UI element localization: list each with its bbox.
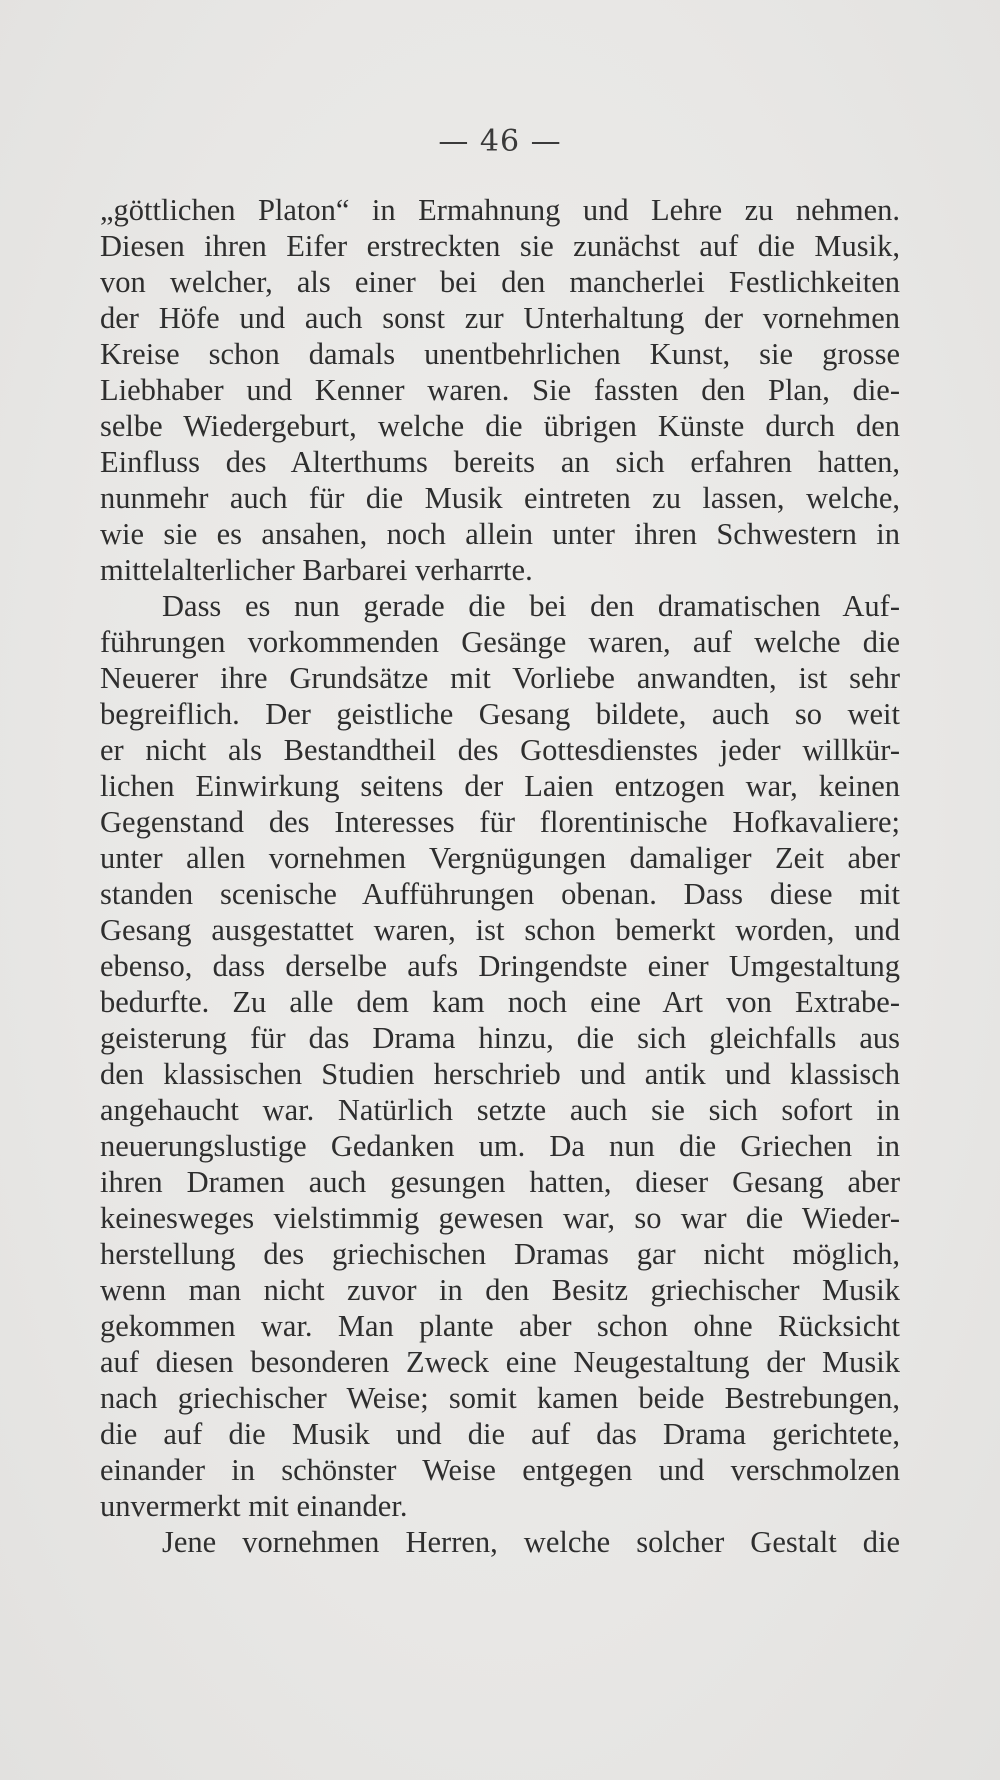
text-line: den klassischen Studien herschrieb und antik und klassisch: [100, 1057, 900, 1091]
text-line: angehaucht war. Natürlich setzte auch sie sich sofort in: [100, 1093, 900, 1127]
text-line: einander in schönster Weise entgegen und verschmolzen: [100, 1453, 900, 1487]
text-line: herstellung des griechischen Dramas gar nicht möglich,: [100, 1237, 900, 1271]
paragraph-1: [100, 192, 900, 588]
text-line: der Höfe und auch sonst zur Unterhaltung der vornehmen: [100, 301, 900, 335]
page-number: — 46 —: [438, 124, 562, 159]
text-line: wie sie es ansahen, noch allein unter ihren Schwestern in: [100, 517, 900, 551]
paragraph-3: [100, 1524, 900, 1560]
text-line: Einfluss des Alterthums bereits an sich erfahren hatten,: [100, 445, 900, 479]
text-line: Liebhaber und Kenner waren. Sie fassten den Plan, die-: [100, 373, 900, 407]
text-line: „göttlichen Platon“ in Ermahnung und Lehre zu nehmen.: [100, 193, 900, 227]
text-line: standen scenische Aufführungen obenan. Dass diese mit: [100, 877, 900, 911]
text-line: lichen Einwirkung seitens der Laien entzogen war, keinen: [100, 769, 900, 803]
text-line: unter allen vornehmen Vergnügungen damaliger Zeit aber: [100, 841, 900, 875]
text-line: Gegenstand des Interesses für florentinische Hofkavaliere;: [100, 805, 900, 839]
text-line: unvermerkt mit einander.: [100, 1489, 408, 1523]
text-line: selbe Wiedergeburt, welche die übrigen Künste durch den: [100, 409, 900, 443]
text-line: nach griechischer Weise; somit kamen beide Bestrebungen,: [100, 1381, 900, 1415]
text-line: von welcher, als einer bei den mancherlei Festlichkeiten: [100, 265, 900, 299]
text-line: ihren Dramen auch gesungen hatten, dieser Gesang aber: [100, 1165, 900, 1199]
text-line: Neuerer ihre Grundsätze mit Vorliebe anwandten, ist sehr: [100, 661, 900, 695]
text-line: Kreise schon damals unentbehrlichen Kunst, sie grosse: [100, 337, 900, 371]
text-line: wenn man nicht zuvor in den Besitz griechischer Musik: [100, 1273, 900, 1307]
text-line: gekommen war. Man plante aber schon ohne Rücksicht: [100, 1309, 900, 1343]
text-line: keinesweges vielstimmig gewesen war, so war die Wieder-: [100, 1201, 900, 1235]
text-line: er nicht als Bestandtheil des Gottesdienstes jeder willkür-: [100, 733, 900, 767]
paragraph-2: [100, 588, 900, 1524]
text-line: geisterung für das Drama hinzu, die sich gleichfalls aus: [100, 1021, 900, 1055]
text-line: Diesen ihren Eifer erstreckten sie zunächst auf die Musik,: [100, 229, 900, 263]
text-line: Gesang ausgestattet waren, ist schon bemerkt worden, und: [100, 913, 900, 947]
text-line: Dass es nun gerade die bei den dramatischen Auf-: [162, 589, 900, 623]
text-line: mittelalterlicher Barbarei verharrte.: [100, 553, 533, 587]
text-line: ebenso, dass derselbe aufs Dringendste einer Umgestaltung: [100, 949, 900, 983]
text-line: die auf die Musik und die auf das Drama gerichtete,: [100, 1417, 900, 1451]
text-line: neuerungslustige Gedanken um. Da nun die Griechen in: [100, 1129, 900, 1163]
text-line: bedurfte. Zu alle dem kam noch eine Art von Extrabe-: [100, 985, 900, 1019]
text-line: auf diesen besonderen Zweck eine Neugestaltung der Musik: [100, 1345, 900, 1379]
text-line: nunmehr auch für die Musik eintreten zu lassen, welche,: [100, 481, 900, 515]
body-text: [100, 192, 900, 1560]
text-line: Jene vornehmen Herren, welche solcher Gestalt die: [162, 1525, 900, 1559]
text-line: begreiflich. Der geistliche Gesang bildete, auch so weit: [100, 697, 900, 731]
text-line: führungen vorkommenden Gesänge waren, auf welche die: [100, 625, 900, 659]
